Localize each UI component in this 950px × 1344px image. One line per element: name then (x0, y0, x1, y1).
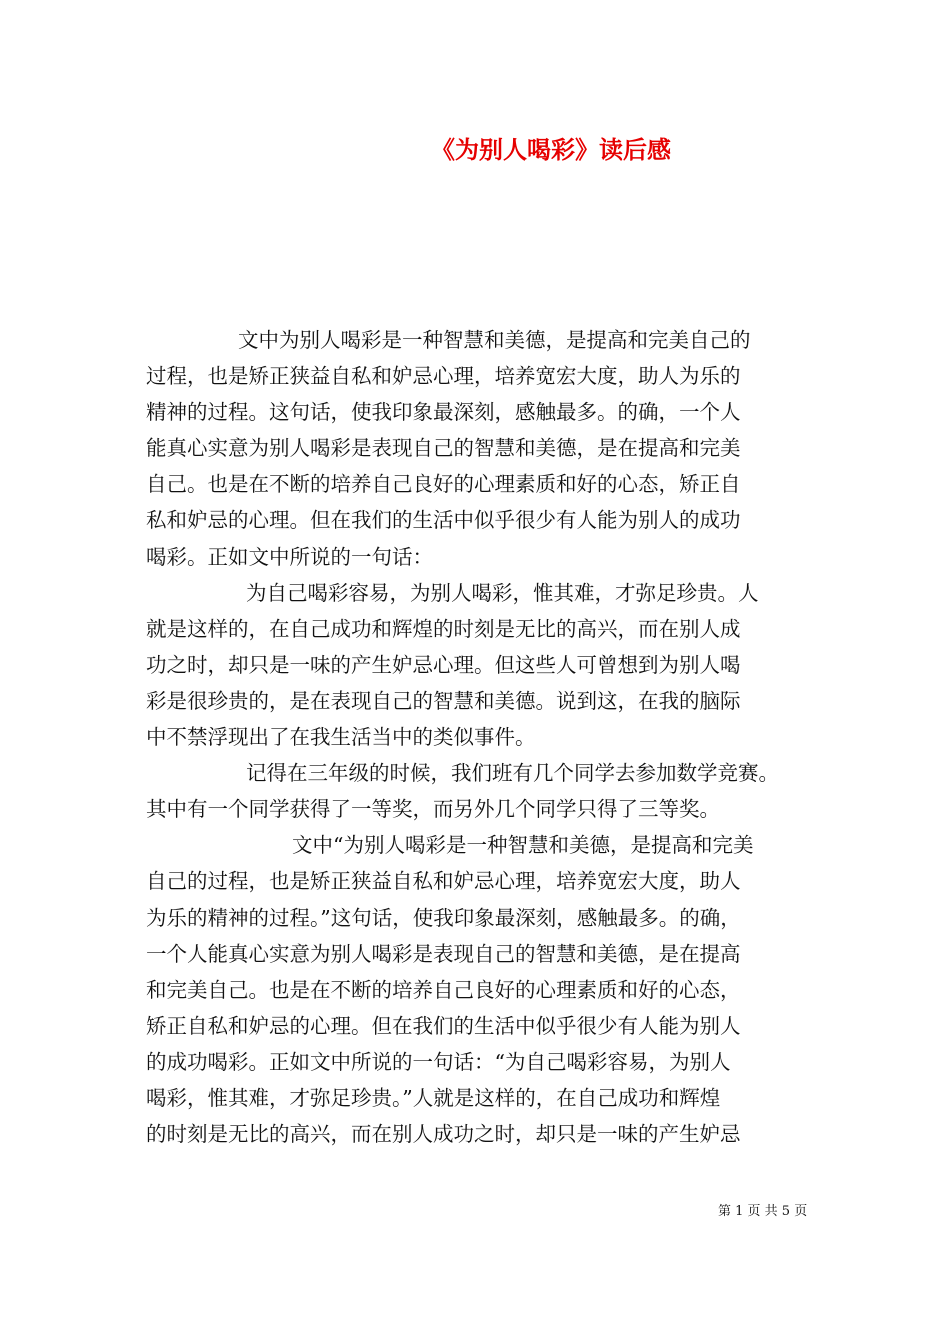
paragraph-line: 喝彩，惟其难，才弥足珍贵。”人就是这样的，在自己成功和辉煌 (146, 1085, 721, 1110)
paragraph-line: 为自己喝彩容易，为别人喝彩，惟其难，才弥足珍贵。人 (246, 580, 759, 605)
page-number: 第 1 页 共 5 页 (718, 1204, 808, 1219)
paragraph-line: 的成功喝彩。正如文中所说的一句话：“为自己喝彩容易，为别人 (146, 1049, 731, 1074)
paragraph-line: 喝彩。正如文中所说的一句话： (146, 544, 433, 569)
paragraph-line: 中不禁浮现出了在我生活当中的类似事件。 (146, 725, 536, 750)
paragraph-line: 过程，也是矫正狭益自私和妒忌心理，培养宽宏大度，助人为乐的 (146, 364, 741, 389)
paragraph-line: 精神的过程。这句话，使我印象最深刻，感触最多。的确，一个人 (146, 400, 741, 425)
paragraph-line: 功之时，却只是一味的产生妒忌心理。但这些人可曾想到为别人喝 (146, 652, 741, 677)
paragraph-line: 矫正自私和妒忌的心理。但在我们的生活中似乎很少有人能为别人 (146, 1013, 741, 1038)
paragraph-line: 自己。也是在不断的培养自己良好的心理素质和好的心态，矫正自 (146, 472, 741, 497)
paragraph-line: 文中“为别人喝彩是一种智慧和美德，是提高和完美 (292, 833, 754, 858)
paragraph-line: 就是这样的，在自己成功和辉煌的时刻是无比的高兴，而在别人成 (146, 616, 741, 641)
paragraph-line: 其中有一个同学获得了一等奖，而另外几个同学只得了三等奖。 (146, 797, 720, 822)
paragraph-line: 记得在三年级的时候，我们班有几个同学去参加数学竞赛。 (246, 761, 779, 786)
paragraph-line: 的时刻是无比的高兴，而在别人成功之时，却只是一味的产生妒忌 (146, 1122, 741, 1147)
document-title: 《为别人喝彩》读后感 (431, 135, 671, 164)
paragraph-line: 一个人能真心实意为别人喝彩是表现自己的智慧和美德，是在提高 (146, 941, 741, 966)
paragraph-line: 和完美自己。也是在不断的培养自己良好的心理素质和好的心态， (146, 977, 741, 1002)
document-body (146, 322, 810, 1152)
paragraph-line: 私和妒忌的心理。但在我们的生活中似乎很少有人能为别人的成功 (146, 508, 741, 533)
paragraph-line: 能真心实意为别人喝彩是表现自己的智慧和美德，是在提高和完美 (146, 436, 741, 461)
paragraph-line: 自己的过程，也是矫正狭益自私和妒忌心理，培养宽宏大度，助人 (146, 869, 741, 894)
paragraph-line: 彩是很珍贵的，是在表现自己的智慧和美德。说到这，在我的脑际 (146, 688, 741, 713)
paragraph-line: 文中为别人喝彩是一种智慧和美德，是提高和完美自己的 (238, 328, 751, 352)
paragraph-line: 为乐的精神的过程。”这句话，使我印象最深刻，感触最多。的确， (146, 905, 741, 930)
